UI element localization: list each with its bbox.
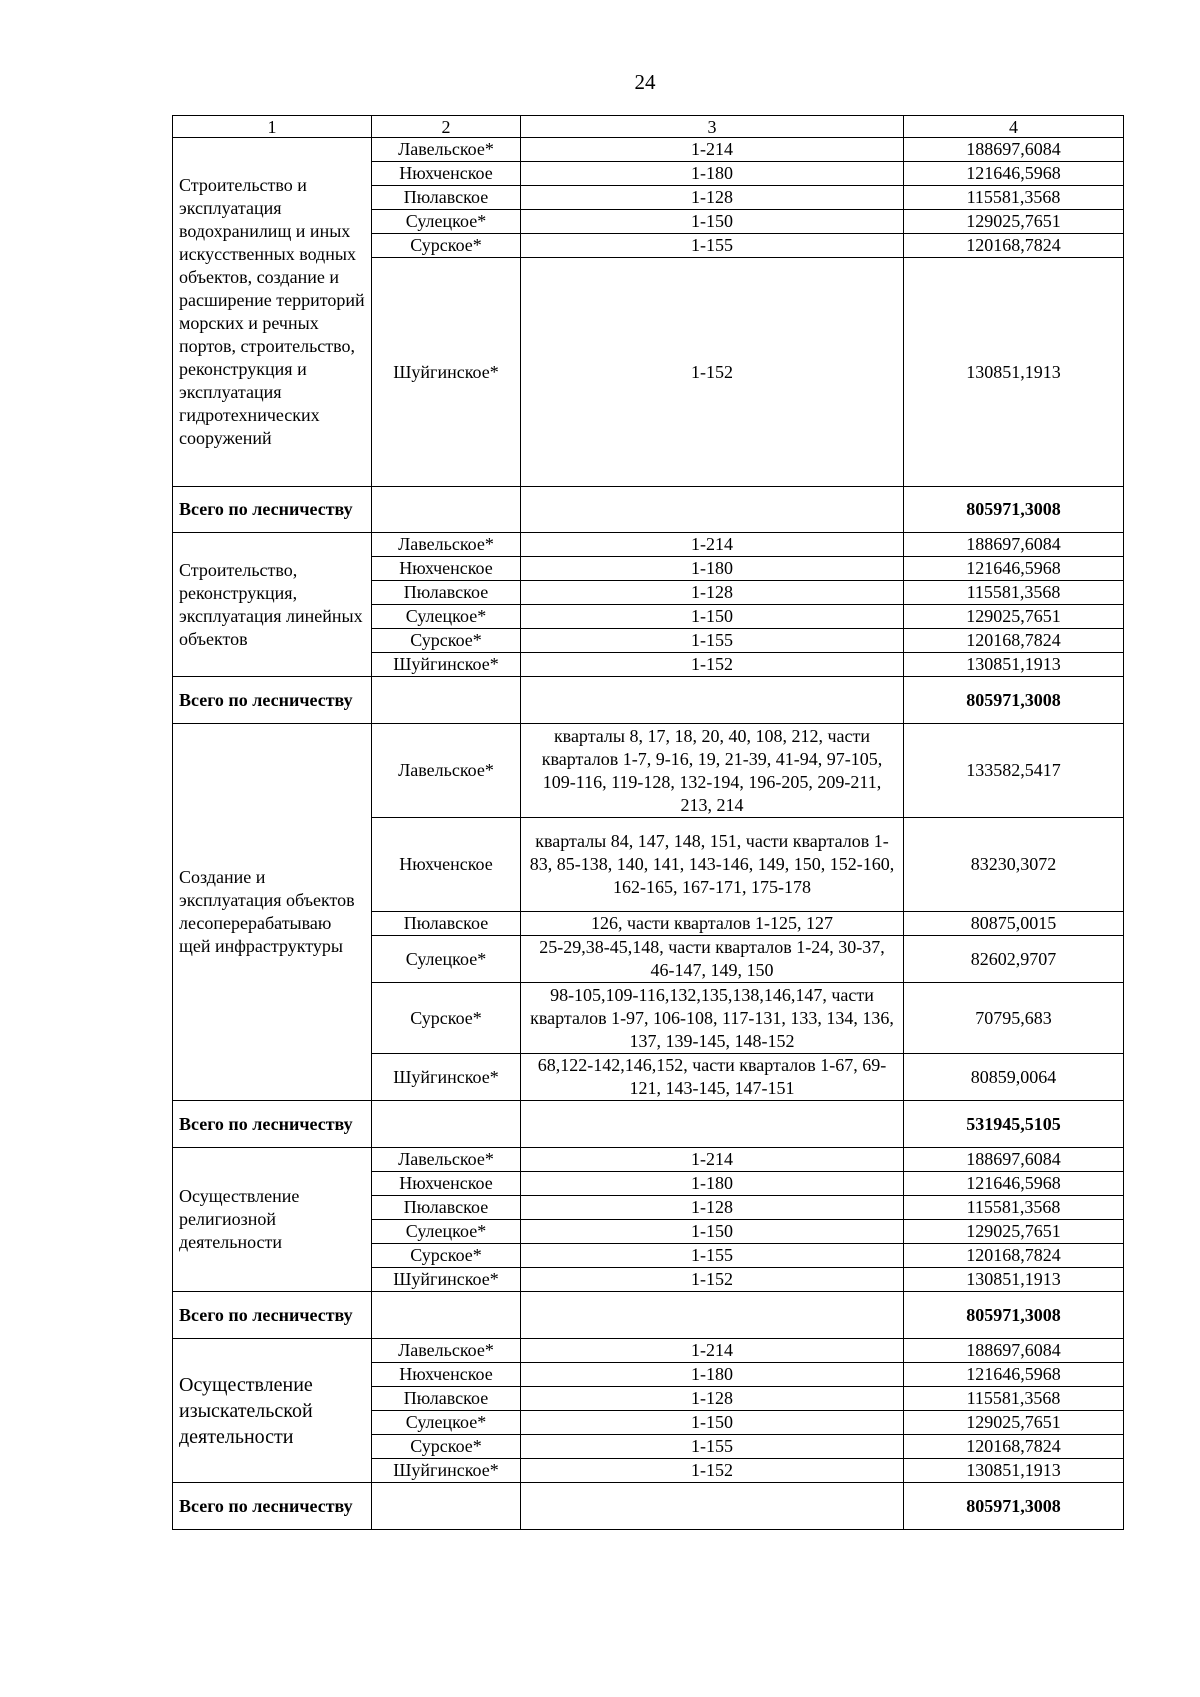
forestry-cell: Нюхченское	[372, 1172, 521, 1196]
header-col-1: 1	[173, 116, 372, 138]
area-cell: 121646,5968	[904, 162, 1124, 186]
forestry-cell: Сулецкое*	[372, 210, 521, 234]
quarters-cell: 1-128	[521, 1387, 904, 1411]
total-label: Всего по лесничеству	[173, 1101, 372, 1148]
quarters-cell: 68,122-142,146,152, части кварталов 1-67, 69-121, 143-145, 147-151	[521, 1054, 904, 1101]
forestry-cell: Пюлавское	[372, 1387, 521, 1411]
forestry-cell: Лавельское*	[372, 1148, 521, 1172]
total-row	[173, 677, 1124, 724]
area-cell: 120168,7824	[904, 1435, 1124, 1459]
area-cell: 80875,0015	[904, 912, 1124, 936]
empty-cell	[521, 1101, 904, 1148]
forestry-cell: Сурское*	[372, 983, 521, 1054]
quarters-cell: 1-155	[521, 629, 904, 653]
empty-cell	[372, 677, 521, 724]
table-row	[173, 724, 1124, 818]
total-row	[173, 487, 1124, 533]
forestry-cell: Сурское*	[372, 234, 521, 258]
forestry-cell: Нюхченское	[372, 162, 521, 186]
quarters-cell: 1-150	[521, 1411, 904, 1435]
area-cell: 115581,3568	[904, 1196, 1124, 1220]
area-cell: 120168,7824	[904, 234, 1124, 258]
quarters-cell: 1-155	[521, 234, 904, 258]
area-cell: 130851,1913	[904, 1459, 1124, 1483]
area-cell: 121646,5968	[904, 557, 1124, 581]
forestry-cell: Нюхченское	[372, 818, 521, 912]
quarters-cell: 1-180	[521, 557, 904, 581]
quarters-cell: 1-150	[521, 605, 904, 629]
area-cell: 130851,1913	[904, 258, 1124, 487]
forestry-cell: Сулецкое*	[372, 1220, 521, 1244]
forestry-cell: Пюлавское	[372, 186, 521, 210]
category-cell: Осуществление религиозной деятельности	[173, 1148, 372, 1292]
area-cell: 188697,6084	[904, 533, 1124, 557]
quarters-cell: 1-150	[521, 210, 904, 234]
table-row	[173, 138, 1124, 162]
quarters-cell: 1-214	[521, 1339, 904, 1363]
area-cell: 188697,6084	[904, 1148, 1124, 1172]
total-value: 805971,3008	[904, 1483, 1124, 1530]
quarters-cell: 1-152	[521, 653, 904, 677]
area-cell: 129025,7651	[904, 605, 1124, 629]
quarters-cell: 1-155	[521, 1435, 904, 1459]
category-cell: Создание и эксплуатация объектов лесоперерабатываю щей инфраструктуры	[173, 724, 372, 1101]
forestry-cell: Пюлавское	[372, 912, 521, 936]
total-label: Всего по лесничеству	[173, 487, 372, 533]
empty-cell	[372, 487, 521, 533]
forestry-cell: Сурское*	[372, 1244, 521, 1268]
category-cell: Строительство, реконструкция, эксплуатация линейных объектов	[173, 533, 372, 677]
area-cell: 121646,5968	[904, 1172, 1124, 1196]
forestry-cell: Лавельское*	[372, 724, 521, 818]
empty-cell	[521, 487, 904, 533]
quarters-cell: 1-180	[521, 1363, 904, 1387]
area-cell: 80859,0064	[904, 1054, 1124, 1101]
area-cell: 129025,7651	[904, 210, 1124, 234]
quarters-cell: 1-152	[521, 1459, 904, 1483]
empty-cell	[521, 1292, 904, 1339]
total-label: Всего по лесничеству	[173, 1483, 372, 1530]
area-cell: 121646,5968	[904, 1363, 1124, 1387]
area-cell: 70795,683	[904, 983, 1124, 1054]
area-cell: 130851,1913	[904, 653, 1124, 677]
quarters-cell: 1-214	[521, 138, 904, 162]
forestry-cell: Сулецкое*	[372, 605, 521, 629]
forestry-cell: Нюхченское	[372, 557, 521, 581]
total-row	[173, 1292, 1124, 1339]
table-row	[173, 1148, 1124, 1172]
forestry-cell: Сулецкое*	[372, 936, 521, 983]
forestry-cell: Лавельское*	[372, 1339, 521, 1363]
area-cell: 188697,6084	[904, 1339, 1124, 1363]
empty-cell	[521, 1483, 904, 1530]
forestry-cell: Лавельское*	[372, 138, 521, 162]
area-cell: 120168,7824	[904, 1244, 1124, 1268]
header-col-2: 2	[372, 116, 521, 138]
table-row	[173, 533, 1124, 557]
category-cell: Осуществление изыскательской деятельности	[173, 1339, 372, 1483]
area-cell: 115581,3568	[904, 1387, 1124, 1411]
forestry-cell: Шуйгинское*	[372, 1459, 521, 1483]
quarters-cell: 126, части кварталов 1-125, 127	[521, 912, 904, 936]
page-number: 24	[634, 70, 656, 94]
area-cell: 115581,3568	[904, 581, 1124, 605]
total-label: Всего по лесничеству	[173, 677, 372, 724]
forestry-cell: Сурское*	[372, 1435, 521, 1459]
area-cell: 133582,5417	[904, 724, 1124, 818]
area-cell: 129025,7651	[904, 1411, 1124, 1435]
quarters-cell: 1-128	[521, 1196, 904, 1220]
empty-cell	[372, 1483, 521, 1530]
quarters-cell: 98-105,109-116,132,135,138,146,147, части кварталов 1-97, 106-108, 117-131, 133, 134, 136, 137, 139-145, 148-152	[521, 983, 904, 1054]
header-col-4: 4	[904, 116, 1124, 138]
total-value: 805971,3008	[904, 677, 1124, 724]
area-cell: 188697,6084	[904, 138, 1124, 162]
total-value: 531945,5105	[904, 1101, 1124, 1148]
area-cell: 115581,3568	[904, 186, 1124, 210]
header-row	[173, 116, 1124, 138]
empty-cell	[372, 1101, 521, 1148]
forestry-table	[172, 115, 1124, 1530]
forestry-cell: Шуйгинское*	[372, 1268, 521, 1292]
quarters-cell: 1-128	[521, 581, 904, 605]
empty-cell	[372, 1292, 521, 1339]
forestry-cell: Сулецкое*	[372, 1411, 521, 1435]
forestry-cell: Лавельское*	[372, 533, 521, 557]
forestry-cell: Сурское*	[372, 629, 521, 653]
area-cell: 83230,3072	[904, 818, 1124, 912]
quarters-cell: 1-155	[521, 1244, 904, 1268]
forestry-cell: Шуйгинское*	[372, 1054, 521, 1101]
empty-cell	[521, 677, 904, 724]
quarters-cell: 1-150	[521, 1220, 904, 1244]
forestry-cell: Нюхченское	[372, 1363, 521, 1387]
forestry-cell: Пюлавское	[372, 1196, 521, 1220]
forestry-cell: Пюлавское	[372, 581, 521, 605]
quarters-cell: 25-29,38-45,148, части кварталов 1-24, 30-37, 46-147, 149, 150	[521, 936, 904, 983]
quarters-cell: 1-152	[521, 258, 904, 487]
quarters-cell: 1-180	[521, 1172, 904, 1196]
quarters-cell: кварталы 84, 147, 148, 151, части кварталов 1-83, 85-138, 140, 141, 143-146, 149, 150, 152-160, 162-165, 167-171, 175-178	[521, 818, 904, 912]
quarters-cell: 1-152	[521, 1268, 904, 1292]
total-value: 805971,3008	[904, 487, 1124, 533]
total-label: Всего по лесничеству	[173, 1292, 372, 1339]
quarters-cell: 1-128	[521, 186, 904, 210]
area-cell: 82602,9707	[904, 936, 1124, 983]
quarters-cell: 1-214	[521, 533, 904, 557]
quarters-cell: 1-180	[521, 162, 904, 186]
total-value: 805971,3008	[904, 1292, 1124, 1339]
forestry-cell: Шуйгинское*	[372, 653, 521, 677]
total-row	[173, 1101, 1124, 1148]
quarters-cell: кварталы 8, 17, 18, 20, 40, 108, 212, части кварталов 1-7, 9-16, 19, 21-39, 41-94, 97-105, 109-116, 119-128, 132-194, 196-205, 209-211, 213, 214	[521, 724, 904, 818]
quarters-cell: 1-214	[521, 1148, 904, 1172]
category-cell: Строительство и эксплуатация водохранилищ и иных искусственных водных объектов, создание и расширение территорий морских и речных портов, строительство, реконструкция и эксплуатация гидротехнических сооружений	[173, 138, 372, 487]
area-cell: 130851,1913	[904, 1268, 1124, 1292]
area-cell: 129025,7651	[904, 1220, 1124, 1244]
table-row	[173, 1339, 1124, 1363]
total-row	[173, 1483, 1124, 1530]
header-col-3: 3	[521, 116, 904, 138]
area-cell: 120168,7824	[904, 629, 1124, 653]
forestry-cell: Шуйгинское*	[372, 258, 521, 487]
